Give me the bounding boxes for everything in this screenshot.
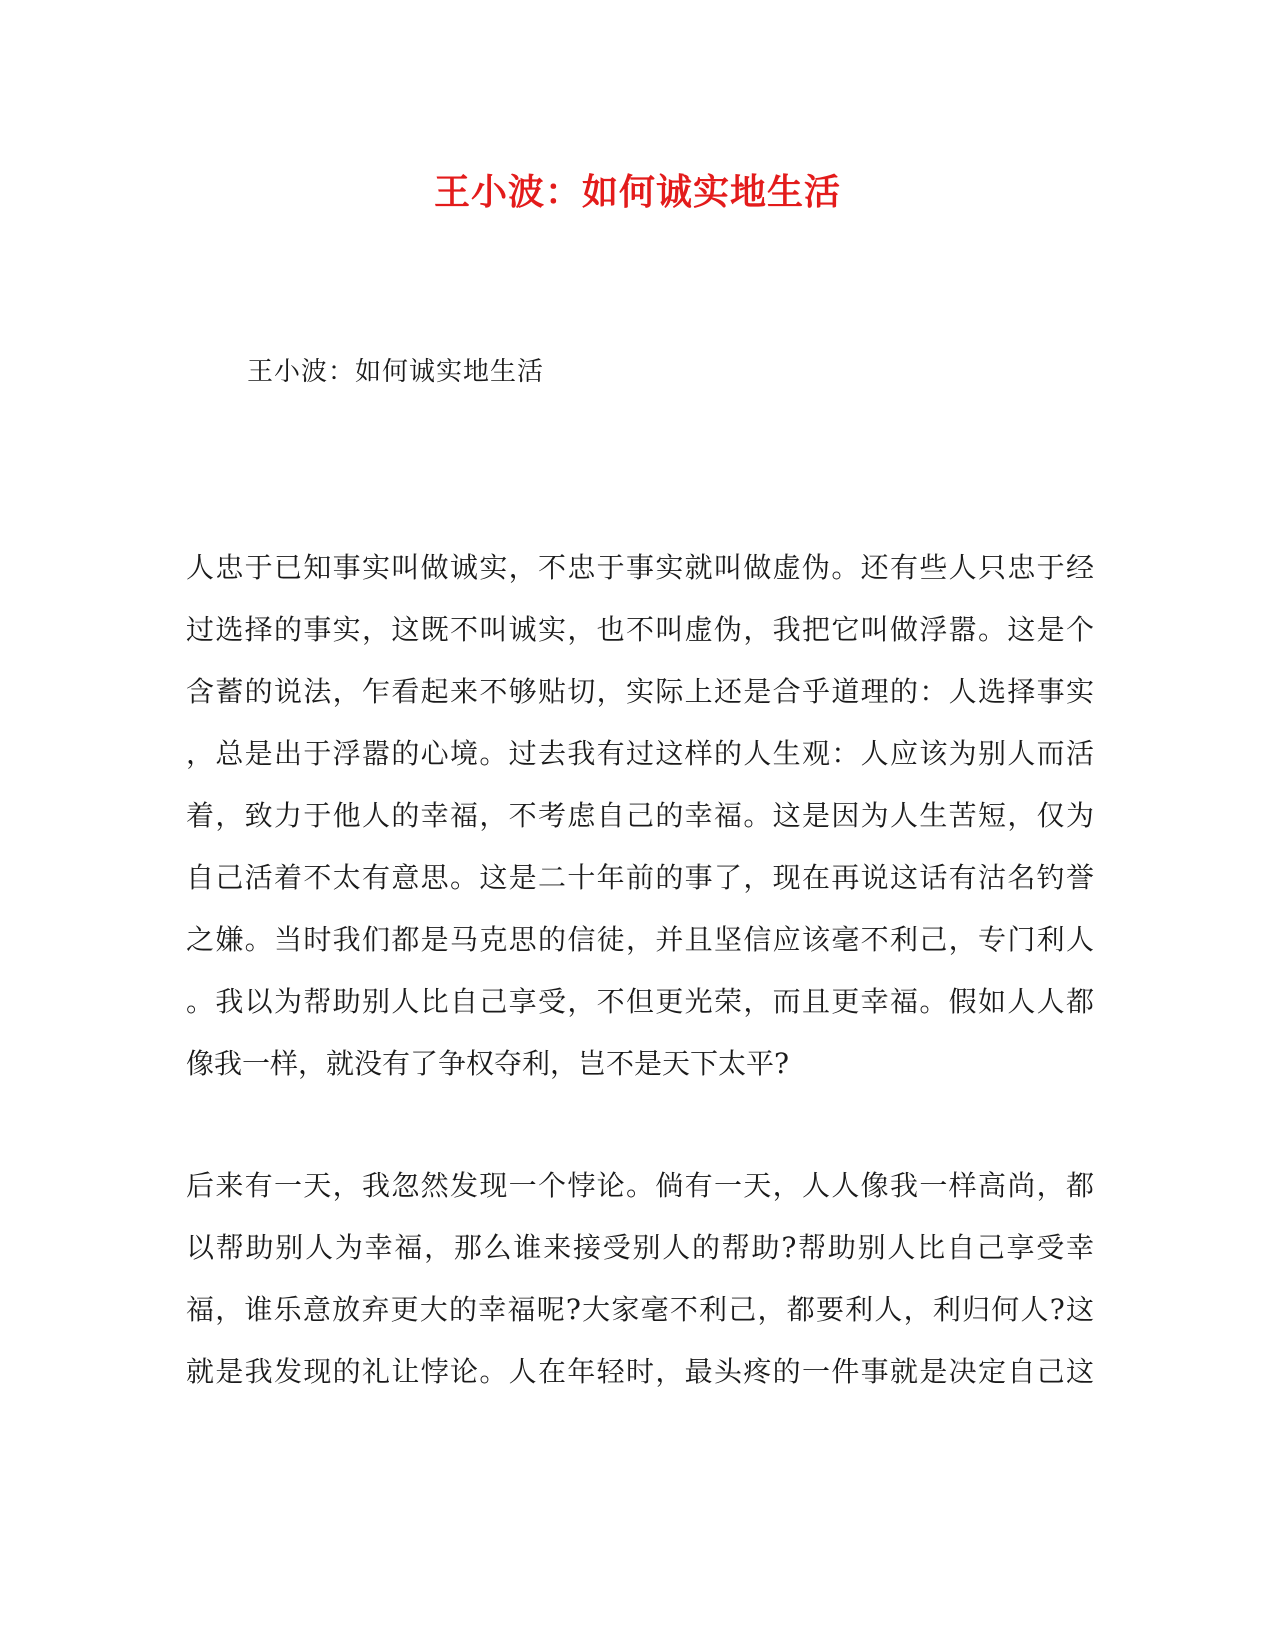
- document-body: [186, 550, 1106, 1416]
- paragraph-1: [186, 550, 1106, 1108]
- text-line: 后来有一天，我忽然发现一个悖论。倘有一天，人人像我一样高尚，都: [186, 1169, 1094, 1202]
- text-line: 福，谁乐意放弃更大的幸福呢?大家毫不利己，都要利人，利归何人?这: [186, 1293, 1094, 1326]
- text-line: ，总是出于浮嚣的心境。过去我有过这样的人生观：人应该为别人而活: [186, 737, 1094, 770]
- text-line: 。我以为帮助别人比自己享受，不但更光荣，而且更幸福。假如人人都: [186, 985, 1094, 1018]
- paragraph-2: [186, 1168, 1106, 1416]
- text-line: 自己活着不太有意思。这是二十年前的事了，现在再说这话有沽名钓誉: [186, 861, 1094, 894]
- paragraph-gap: [186, 1108, 1106, 1168]
- text-line: 就是我发现的礼让悖论。人在年轻时，最头疼的一件事就是决定自己这: [186, 1355, 1094, 1388]
- text-line: 像我一样，就没有了争权夺利，岂不是天下太平?: [186, 1047, 790, 1080]
- text-line: 着，致力于他人的幸福，不考虑自己的幸福。这是因为人生苦短，仅为: [186, 799, 1094, 832]
- text-line: 以帮助别人为幸福，那么谁来接受别人的帮助?帮助别人比自己享受幸: [186, 1231, 1094, 1264]
- text-line: 人忠于已知事实叫做诚实，不忠于事实就叫做虚伪。还有些人只忠于经: [186, 551, 1094, 584]
- text-line: 含蓄的说法，乍看起来不够贴切，实际上还是合乎道理的：人选择事实: [186, 675, 1094, 708]
- document-title: 王小波：如何诚实地生活: [433, 171, 841, 213]
- text-line: 过选择的事实，这既不叫诚实，也不叫虚伪，我把它叫做浮嚣。这是个: [186, 613, 1094, 646]
- document-subtitle: 王小波：如何诚实地生活: [247, 357, 545, 387]
- text-line: 之嫌。当时我们都是马克思的信徒，并且坚信应该毫不利己，专门利人: [186, 923, 1094, 956]
